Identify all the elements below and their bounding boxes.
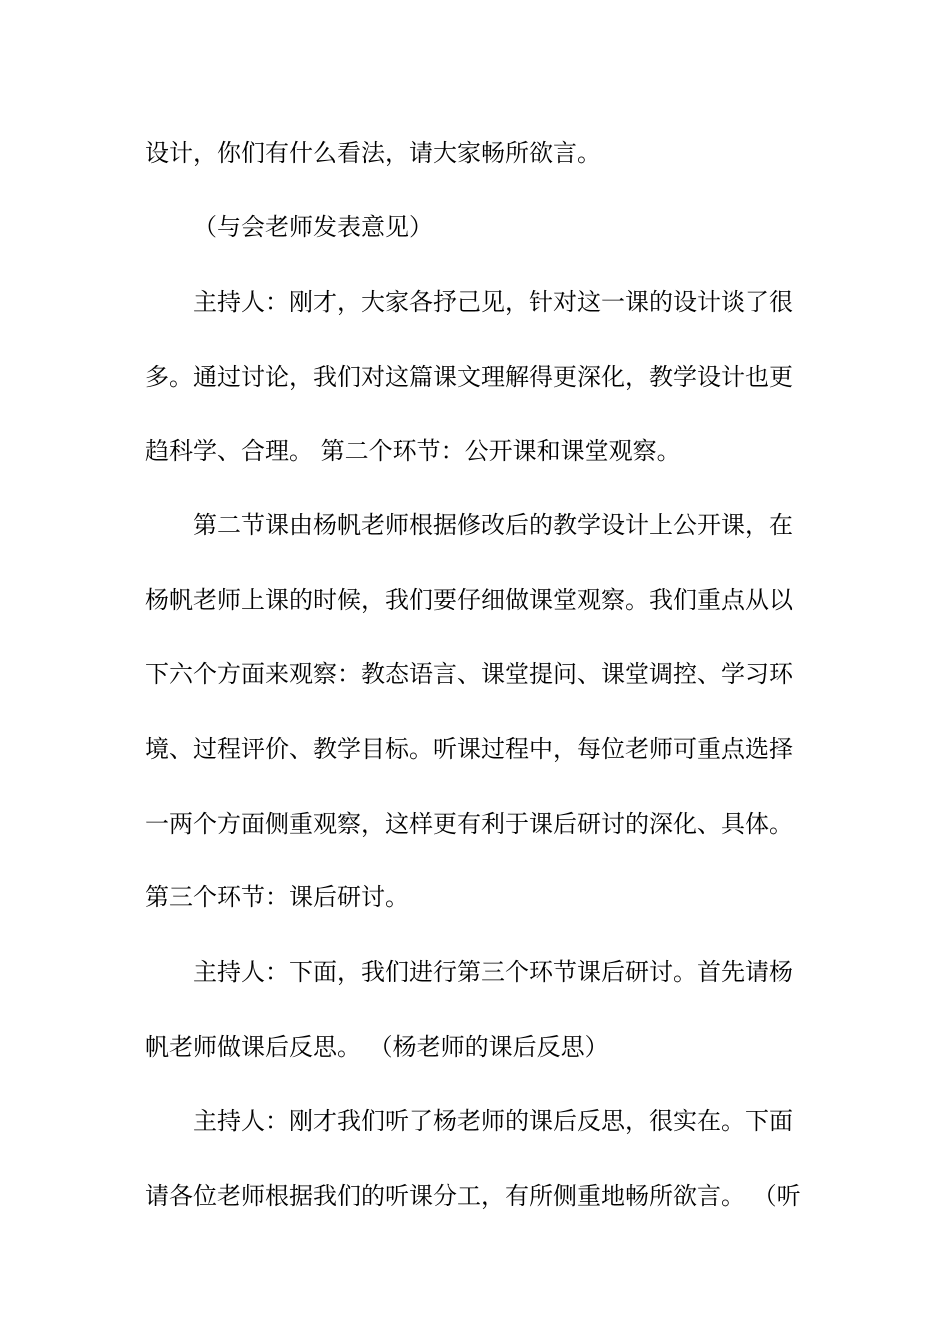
text-line: 帆老师做课后反思。 （杨老师的课后反思） [145,1033,609,1061]
text-line: 第二节课由杨帆老师根据修改后的教学设计上公开课，在 [193,511,793,539]
text-line: 主持人：下面，我们进行第三个环节课后研讨。首先请杨 [193,958,793,986]
text-line: 设计，你们有什么看法，请大家畅所欲言。 [145,139,601,167]
text-line: 一两个方面侧重观察，这样更有利于课后研讨的深化、具体。 [145,810,793,838]
text-line: 多。通过讨论，我们对这篇课文理解得更深化，教学设计也更 [145,363,793,391]
text-line: 请各位老师根据我们的听课分工，有所侧重地畅所欲言。 （听 [145,1182,801,1210]
text-line: 主持人：刚才，大家各抒己见，针对这一课的设计谈了很 [193,288,793,316]
text-line: 趋科学、合理。 第二个环节：公开课和课堂观察。 [145,437,681,465]
text-line: 杨帆老师上课的时候，我们要仔细做课堂观察。我们重点从以 [145,586,793,614]
text-line: 境、过程评价、教学目标。听课过程中，每位老师可重点选择 [145,735,793,763]
text-line: 下六个方面来观察：教态语言、课堂提问、课堂调控、学习环 [145,660,793,688]
text-line: 第三个环节：课后研讨。 [145,883,409,911]
text-line: （与会老师发表意见） [193,213,433,241]
text-line: 主持人：刚才我们听了杨老师的课后反思，很实在。下面 [193,1107,793,1135]
